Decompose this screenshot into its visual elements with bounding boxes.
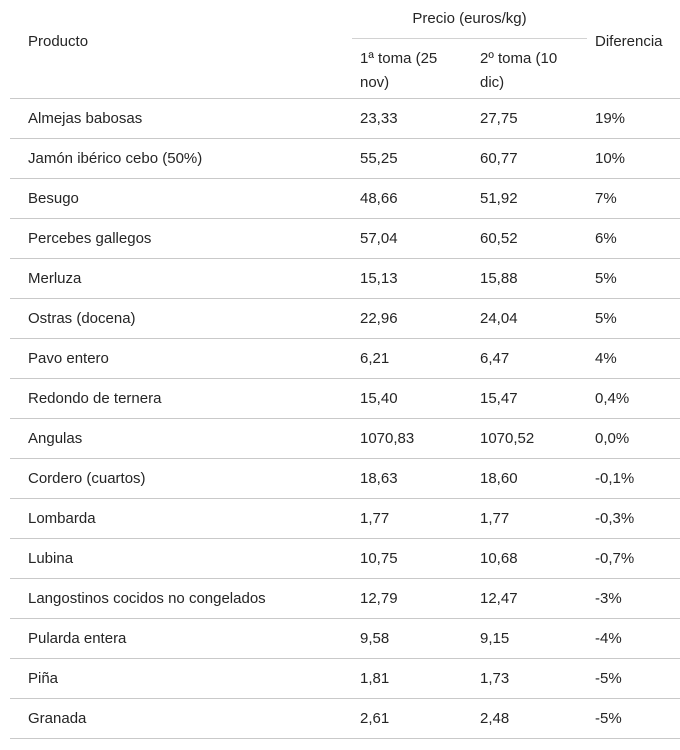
price1-cell: 6,21 [360,349,390,367]
difference-cell: -5% [595,709,622,727]
product-name-cell: Angulas [28,429,83,447]
product-name-cell: Pularda entera [28,629,127,647]
product-name-cell: Langostinos cocidos no congelados [28,589,266,607]
product-name-cell: Jamón ibérico cebo (50%) [28,149,203,167]
table-row [10,658,680,698]
price1-cell: 1070,83 [360,429,415,447]
table-row [10,698,680,738]
price1-cell: 55,25 [360,149,398,167]
price1-cell: 2,61 [360,709,390,727]
table-row [10,258,680,298]
price1-cell: 1,77 [360,509,390,527]
price2-cell: 10,68 [480,549,518,567]
header-group-row [10,0,680,38]
price2-cell: 1,73 [480,669,510,687]
difference-cell: -0,1% [595,469,635,487]
table-row [10,98,680,138]
price2-cell: 1070,52 [480,429,535,447]
product-name-cell: Cordero (cuartos) [28,469,146,487]
price2-cell: 51,92 [480,189,518,207]
price2-cell: 15,88 [480,269,518,287]
price1-cell: 10,75 [360,549,398,567]
price2-cell: 1,77 [480,509,510,527]
column-header-producto: Producto [28,33,89,51]
column-header-primera-toma: 1ª toma (25 nov) [360,49,438,91]
difference-cell: -3% [595,589,622,607]
price1-cell: 9,58 [360,629,390,647]
table-row [10,178,680,218]
product-name-cell: Pavo entero [28,349,109,367]
product-name-cell: Merluza [28,269,82,287]
table-row [10,298,680,338]
difference-cell: 5% [595,309,617,327]
price1-cell: 15,40 [360,389,398,407]
product-name-cell: Granada [28,709,87,727]
price2-cell: 6,47 [480,349,510,367]
table-body [10,98,680,738]
price2-cell: 15,47 [480,389,518,407]
price2-cell: 60,77 [480,149,518,167]
product-name-cell: Percebes gallegos [28,229,152,247]
table-row [10,138,680,178]
difference-cell: 0,0% [595,429,630,447]
table-row [10,538,680,578]
price1-cell: 18,63 [360,469,398,487]
price2-cell: 18,60 [480,469,518,487]
price1-cell: 12,79 [360,589,398,607]
table-row [10,338,680,378]
difference-cell: -0,7% [595,549,635,567]
price1-cell: 15,13 [360,269,398,287]
price2-cell: 24,04 [480,309,518,327]
product-name-cell: Besugo [28,189,79,207]
price2-cell: 27,75 [480,109,518,127]
price1-cell: 48,66 [360,189,398,207]
product-name-cell: Redondo de ternera [28,389,162,407]
difference-cell: -4% [595,629,622,647]
price1-cell: 57,04 [360,229,398,247]
table-header [10,0,680,98]
table-row [10,618,680,658]
table-row [10,498,680,538]
column-header-segunda-toma: 2º toma (10 dic) [480,49,558,91]
difference-cell: 4% [595,349,617,367]
difference-cell: 7% [595,189,617,207]
price2-cell: 60,52 [480,229,518,247]
difference-cell: 6% [595,229,617,247]
table-row [10,458,680,498]
price1-cell: 23,33 [360,109,398,127]
product-name-cell: Ostras (docena) [28,309,136,327]
table-row [10,418,680,458]
price2-cell: 2,48 [480,709,510,727]
price1-cell: 1,81 [360,669,390,687]
price2-cell: 12,47 [480,589,518,607]
price-comparison-table [10,0,680,739]
product-name-cell: Lombarda [28,509,96,527]
difference-cell: 5% [595,269,617,287]
difference-cell: 0,4% [595,389,630,407]
product-name-cell: Piña [28,669,59,687]
product-name-cell: Lubina [28,549,74,567]
difference-cell: 19% [595,109,626,127]
difference-cell: -0,3% [595,509,635,527]
column-group-header-precio: Precio (euros/kg) [352,0,587,38]
product-name-cell: Almejas babosas [28,109,143,127]
difference-cell: 10% [595,149,626,167]
difference-cell: -5% [595,669,622,687]
price2-cell: 9,15 [480,629,510,647]
price1-cell: 22,96 [360,309,398,327]
table-row [10,378,680,418]
table-row [10,218,680,258]
table-row [10,578,680,618]
column-header-diferencia: Diferencia [595,33,663,51]
